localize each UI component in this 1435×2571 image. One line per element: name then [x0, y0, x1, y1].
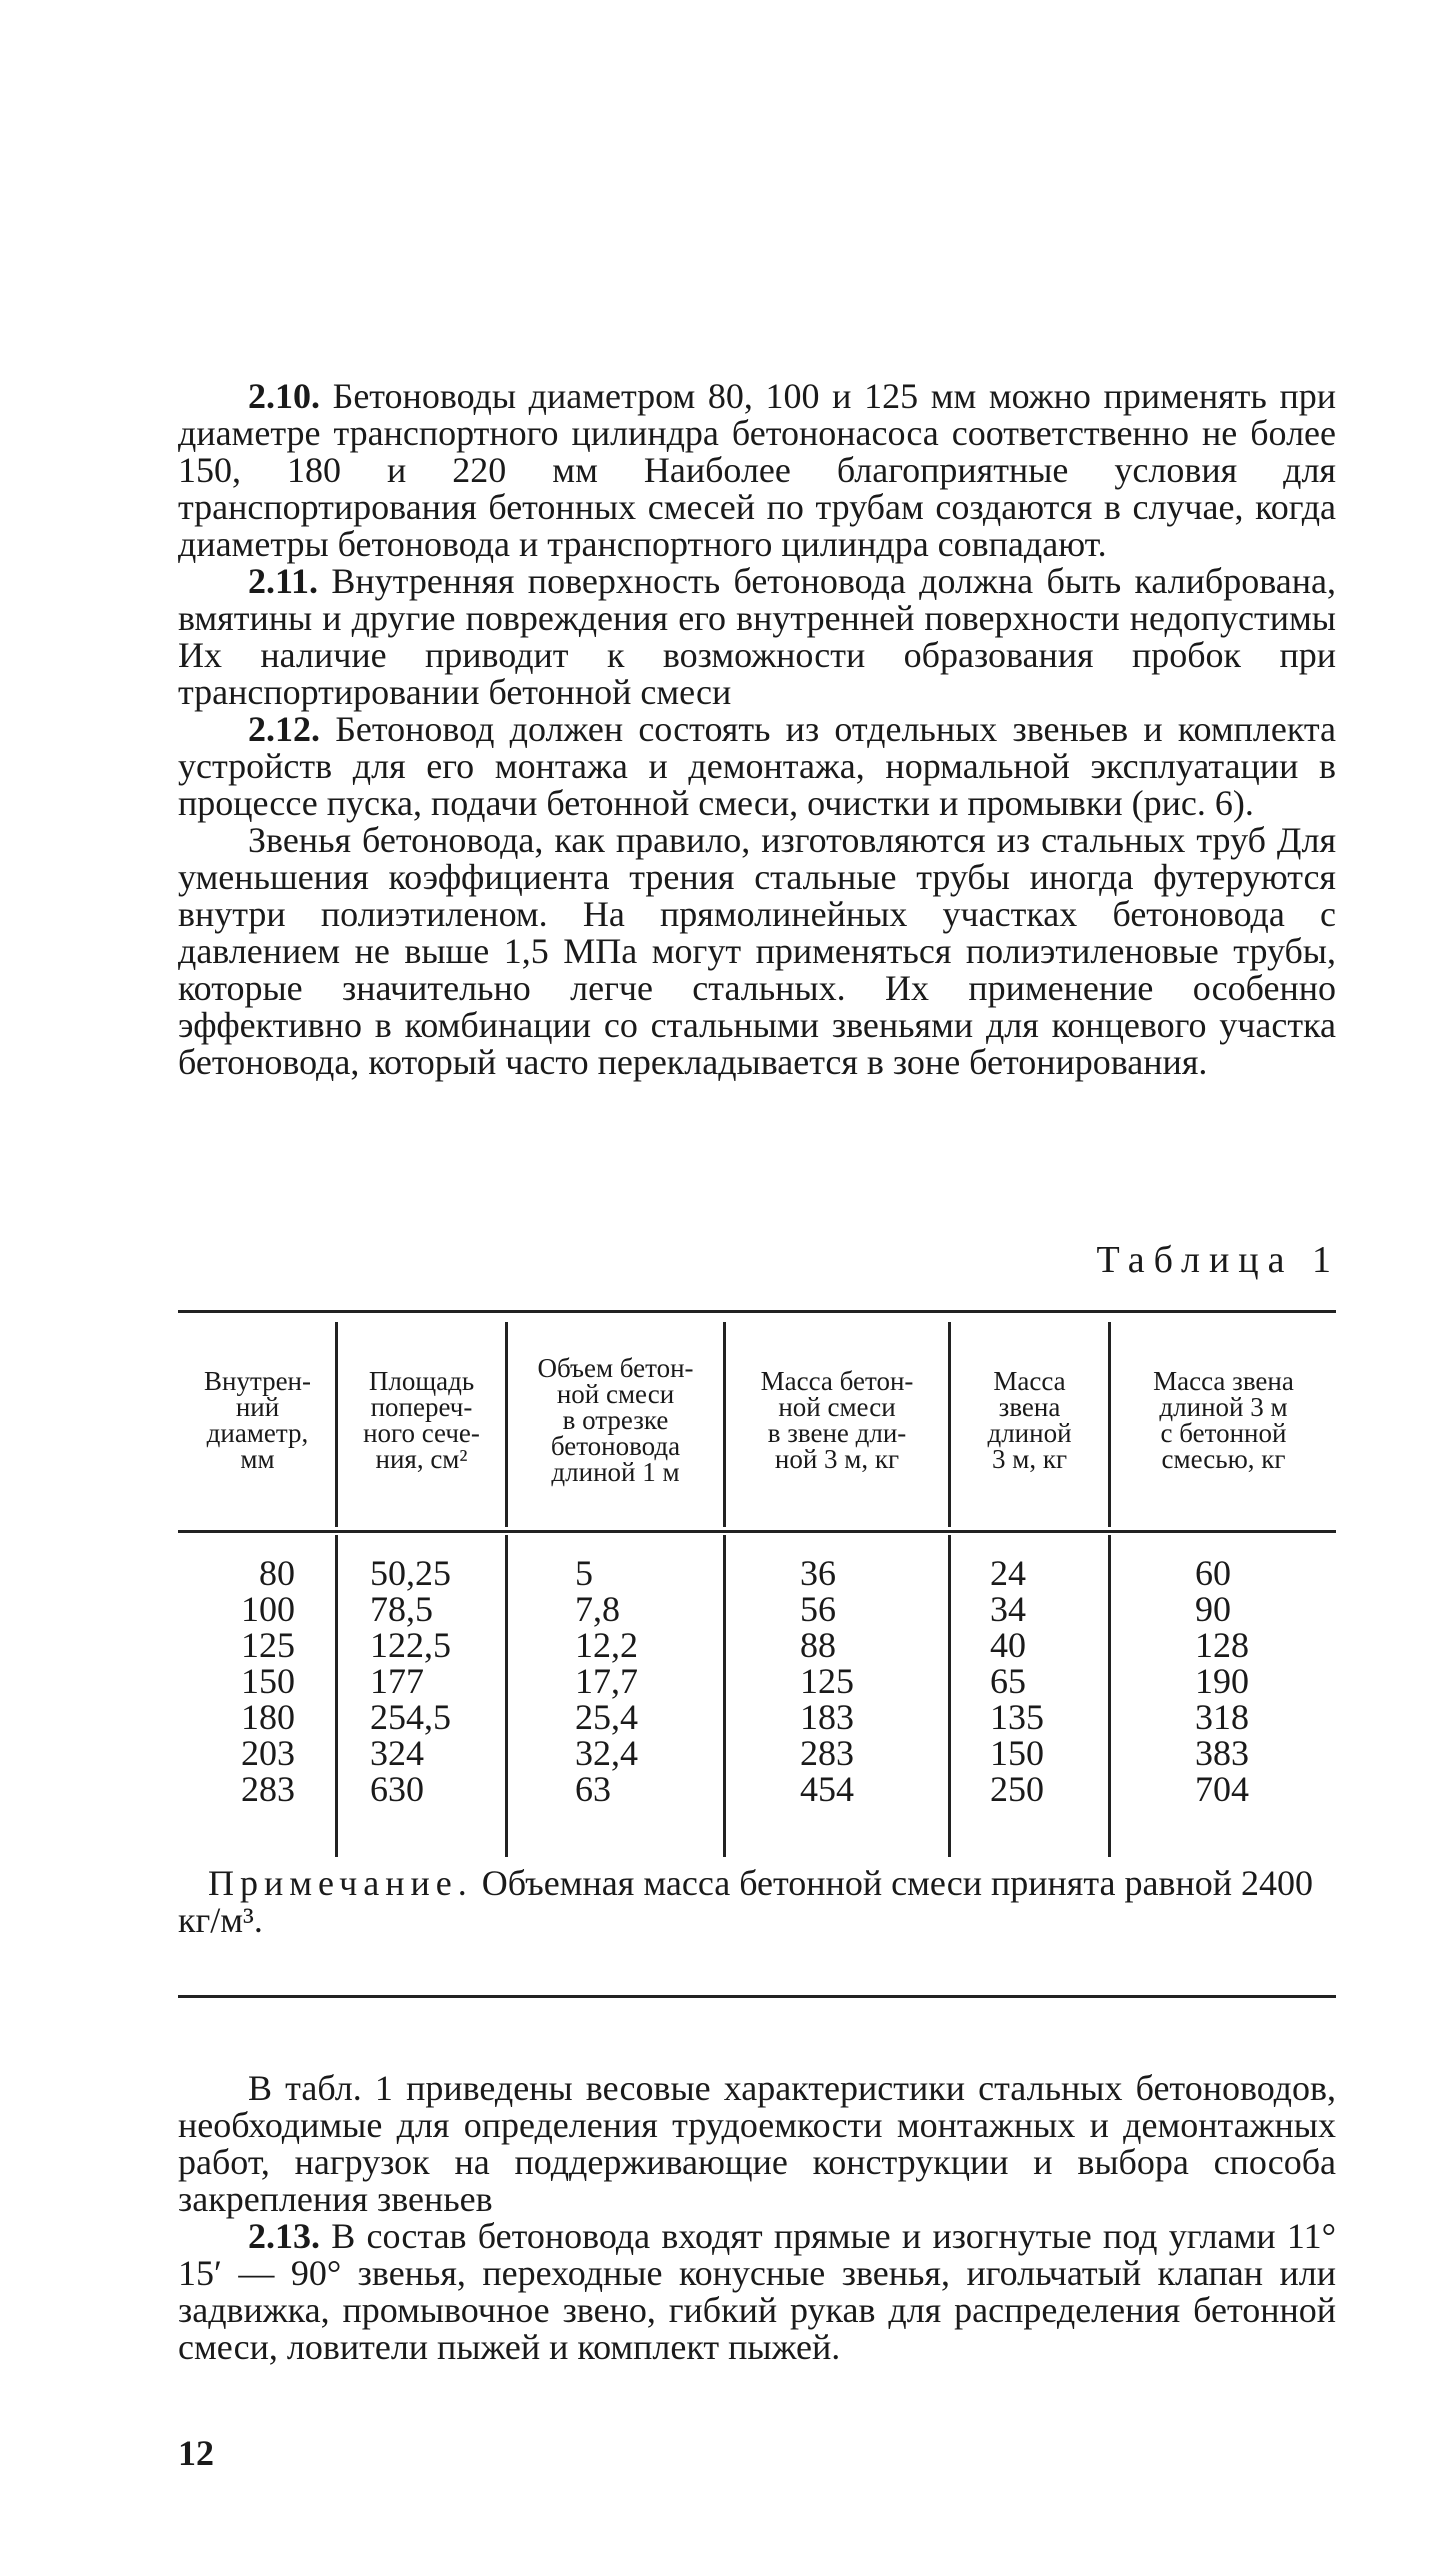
column-divider	[723, 1535, 726, 1857]
table-cell: 80	[259, 1553, 295, 1593]
table-cell: 180	[241, 1697, 295, 1737]
paragraph-2-13	[178, 2218, 1336, 2366]
table-cell: 90	[1195, 1589, 1231, 1629]
table-column-mix-mass	[800, 1555, 900, 1807]
table-cell: 50,25	[370, 1553, 451, 1593]
table-cell: 17,7	[575, 1661, 638, 1701]
table-cell: 78,5	[370, 1589, 433, 1629]
note-text: Объемная масса бетонной смеси принята равной 2400 кг/м³.	[178, 1863, 1313, 1940]
table-cell: 56	[800, 1589, 836, 1629]
table-cell: 7,8	[575, 1589, 620, 1629]
paragraph-text: В табл. 1 приведены весовые характеристики стальных бетоноводов, необходимые для определения трудоемкости монтажных и демонтажных работ, нагрузок на поддерживающие конструкции и выбора способа закрепления звеньев	[178, 2068, 1336, 2219]
table-header-cell: Масса бетон- ной смеси в звене дли- ной 3 м, кг	[760, 1366, 914, 1474]
table-header-rule	[178, 1530, 1336, 1533]
table-cell: 454	[800, 1769, 854, 1809]
table-cell: 100	[241, 1589, 295, 1629]
table-cell: 32,4	[575, 1733, 638, 1773]
table-column-area	[370, 1555, 500, 1807]
paragraph-text: Внутренняя поверхность бетоновода должна быть калибрована, вмятины и другие повреждения его внутренней поверхности недопустимы Их наличие приводит к возможности образования пробок при транспортировании бетонной смеси	[178, 561, 1336, 712]
table-cell: 24	[990, 1553, 1026, 1593]
paragraph-number: 2.12.	[248, 709, 320, 749]
table-cell: 12,2	[575, 1625, 638, 1665]
column-divider	[948, 1535, 951, 1857]
table-header-cell: Внутрен- ний диаметр, мм	[203, 1366, 311, 1474]
paragraph-2-10	[178, 378, 1336, 563]
paragraph-text: Бетоноводы диаметром 80, 100 и 125 мм можно применять при диаметре транспортного цилиндра бетононасоса соответственно не более 150, 180 и 220 мм Наиболее благоприятные условия для транспортирования бетонных смесей по трубам создаются в случае, когда диаметры бетоновода и транспортного цилиндра совпадают.	[178, 376, 1336, 564]
table-cell: 283	[241, 1769, 295, 1809]
table-note	[178, 1865, 1336, 1939]
page-number: 12	[178, 2433, 214, 2473]
table-cell: 190	[1195, 1661, 1249, 1701]
table-cell: 128	[1195, 1625, 1249, 1665]
table-bottom-rule	[178, 1995, 1336, 1998]
table-cell: 122,5	[370, 1625, 451, 1665]
table-cell: 5	[575, 1553, 593, 1593]
paragraph-2-12	[178, 711, 1336, 822]
table-caption: Таблица 1	[1096, 1239, 1340, 1281]
table-cell: 183	[800, 1697, 854, 1737]
paragraph-text: В состав бетоновода входят прямые и изогнутые под углами 11° 15′ — 90° звенья, переходные конусные звенья, игольчатый клапан или задвижка, промывочное звено, гибкий рукав для распределения бетонной смеси, ловители пыжей и комплект пыжей.	[178, 2216, 1336, 2367]
paragraph-table-ref	[178, 2070, 1336, 2218]
table-column-volume	[575, 1555, 715, 1807]
table-cell: 135	[990, 1697, 1044, 1737]
table-column-diameter	[180, 1555, 295, 1807]
table-cell: 88	[800, 1625, 836, 1665]
table-cell: 60	[1195, 1553, 1231, 1593]
body-text-top	[178, 378, 1336, 1081]
table-header-cell: Объем бетон- ной смеси в отрезке бетоновода длиной 1 м	[537, 1353, 694, 1487]
table-cell: 203	[241, 1733, 295, 1773]
table-cell: 125	[241, 1625, 295, 1665]
column-divider	[335, 1535, 338, 1857]
paragraph-text: Бетоновод должен состоять из отдельных звеньев и комплекта устройств для его монтажа и демонтажа, нормальной эксплуатации в процессе пуска, подачи бетонной смеси, очистки и промывки (рис. 6).	[178, 709, 1337, 823]
note-label: Примечание.	[208, 1863, 473, 1903]
table-cell: 125	[800, 1661, 854, 1701]
column-divider	[1108, 1535, 1111, 1857]
table-cell: 36	[800, 1553, 836, 1593]
table-column-link-mass	[990, 1555, 1090, 1807]
table-header-cell: Масса звена длиной 3 м, кг	[987, 1366, 1072, 1474]
table-cell: 34	[990, 1589, 1026, 1629]
paragraph-number: 2.11.	[248, 561, 319, 601]
table-cell: 383	[1195, 1733, 1249, 1773]
table-cell: 25,4	[575, 1697, 638, 1737]
table-cell: 63	[575, 1769, 611, 1809]
table-cell: 40	[990, 1625, 1026, 1665]
table-cell: 630	[370, 1769, 424, 1809]
table-cell: 250	[990, 1769, 1044, 1809]
table-header-cell: Масса звена длиной 3 м с бетонной смесью, кг	[1153, 1366, 1294, 1474]
body-text-bottom	[178, 2070, 1336, 2366]
table-top-rule	[178, 1310, 1336, 1313]
table-cell: 254,5	[370, 1697, 451, 1737]
table-cell: 150	[990, 1733, 1044, 1773]
table-cell: 65	[990, 1661, 1026, 1701]
paragraph-links	[178, 822, 1336, 1081]
table-cell: 150	[241, 1661, 295, 1701]
table-column-total-mass	[1195, 1555, 1295, 1807]
paragraph-text: Звенья бетоновода, как правило, изготовляются из стальных труб Для уменьшения коэффициента трения стальные трубы иногда футеруются внутри полиэтиленом. На прямолинейных участках бетоновода с давлением не выше 1,5 МПа могут применяться полиэтиленовые трубы, которые значительно легче стальных. Их применение особенно эффективно в комбинации со стальными звеньями для концевого участка бетоновода, который часто перекладывается в зоне бетонирования.	[178, 820, 1336, 1082]
column-divider	[505, 1535, 508, 1857]
table-cell: 177	[370, 1661, 424, 1701]
table-cell: 318	[1195, 1697, 1249, 1737]
paragraph-number: 2.10.	[248, 376, 320, 416]
paragraph-number: 2.13.	[248, 2216, 320, 2256]
table-header-cell: Площадь попереч- ного сече- ния, см²	[363, 1366, 480, 1474]
table-cell: 704	[1195, 1769, 1249, 1809]
table-cell: 283	[800, 1733, 854, 1773]
table-cell: 324	[370, 1733, 424, 1773]
paragraph-2-11	[178, 563, 1336, 711]
